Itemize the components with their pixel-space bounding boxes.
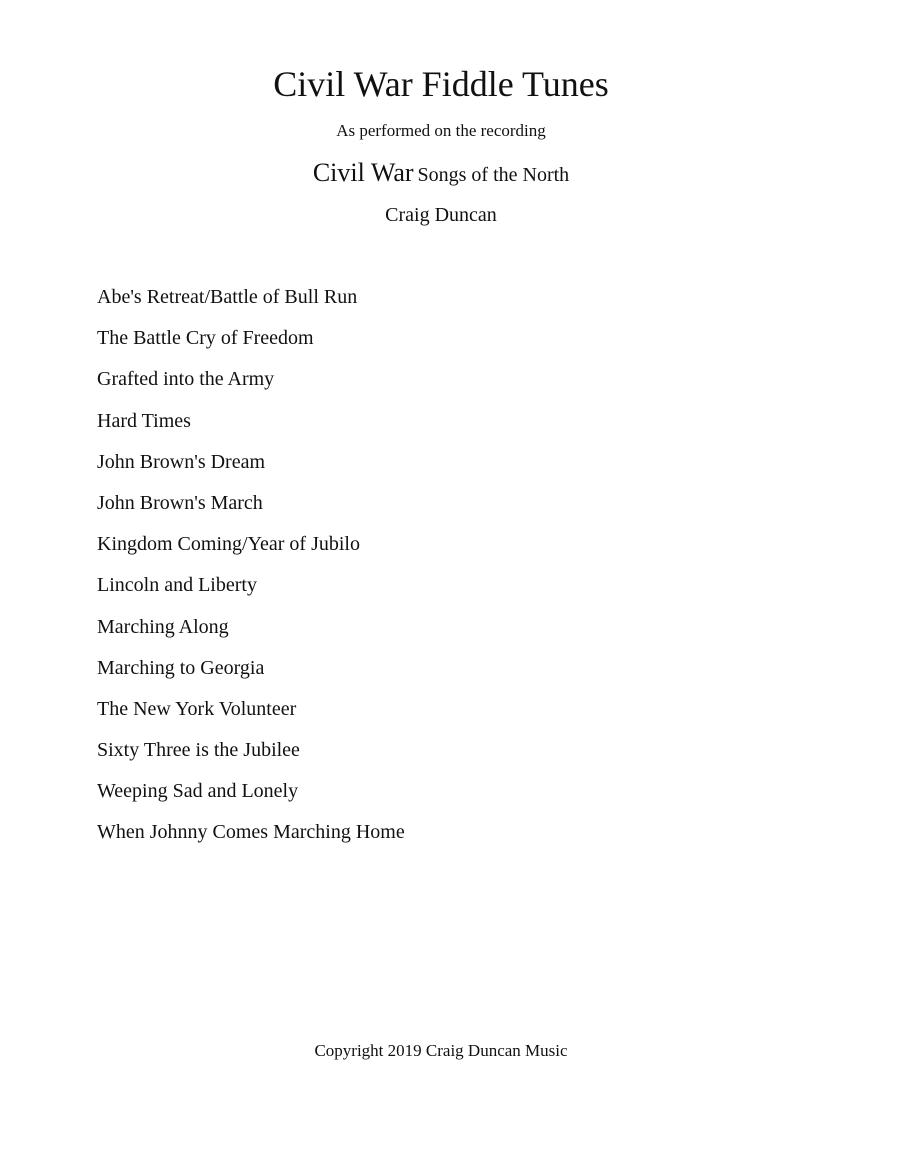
list-item: Sixty Three is the Jubilee bbox=[97, 739, 300, 762]
list-item: Marching Along bbox=[97, 615, 229, 638]
list-item: Kingdom Coming/Year of Jubilo bbox=[97, 533, 360, 556]
list-item: Hard Times bbox=[97, 409, 191, 432]
list-item: The New York Volunteer bbox=[97, 697, 297, 720]
album-title-main: Civil War bbox=[312, 158, 414, 187]
album-title-rest: Songs of the North bbox=[417, 164, 570, 186]
list-item: The Battle Cry of Freedom bbox=[97, 327, 314, 350]
list-item: When Johnny Comes Marching Home bbox=[97, 821, 405, 844]
artist-name: Craig Duncan bbox=[385, 204, 497, 226]
list-item: John Brown's March bbox=[97, 491, 263, 514]
list-item: Weeping Sad and Lonely bbox=[97, 780, 299, 803]
list-item: Abe's Retreat/Battle of Bull Run bbox=[97, 286, 358, 308]
list-item: Lincoln and Liberty bbox=[97, 574, 257, 597]
page-subtitle: As performed on the recording bbox=[336, 121, 546, 140]
list-item: Grafted into the Army bbox=[97, 368, 275, 391]
copyright-notice: Copyright 2019 Craig Duncan Music bbox=[314, 1041, 568, 1060]
list-item: Marching to Georgia bbox=[97, 656, 265, 679]
tune-list bbox=[97, 284, 405, 861]
album-title bbox=[0, 157, 882, 193]
page-title: Civil War Fiddle Tunes bbox=[273, 64, 609, 104]
list-item: John Brown's Dream bbox=[97, 450, 266, 473]
